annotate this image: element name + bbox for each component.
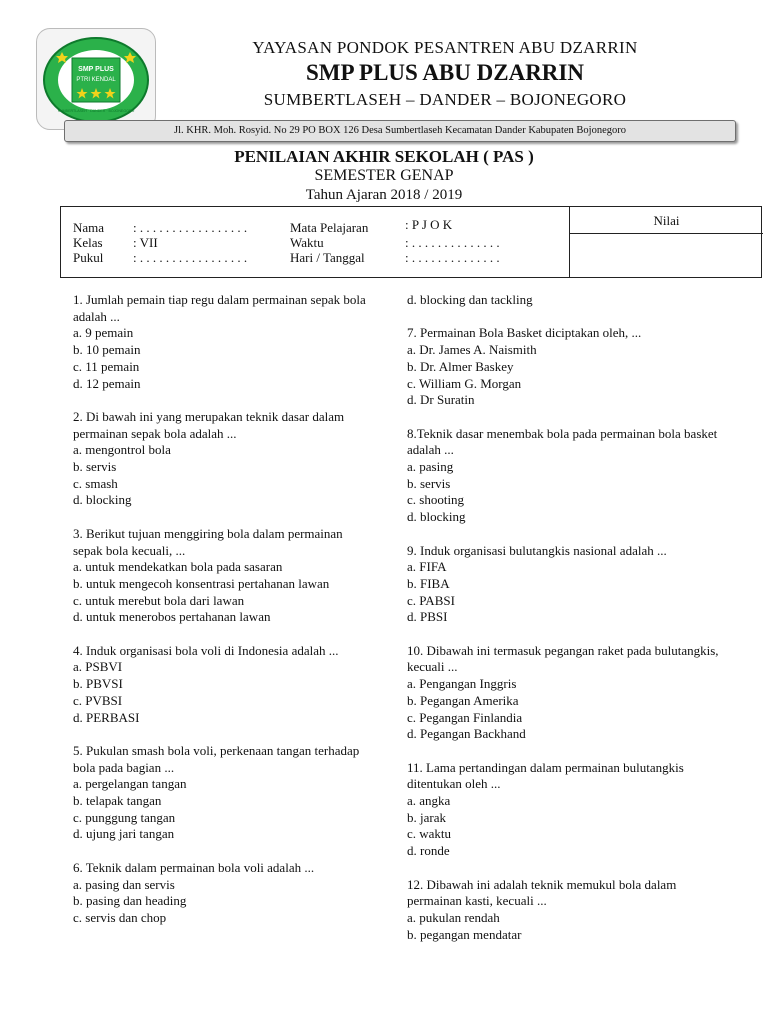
kelas-label: Kelas	[73, 235, 103, 250]
answer-option[interactable]: b. PBVSI	[73, 676, 123, 692]
answer-option[interactable]: a. 9 pemain	[73, 325, 134, 341]
answer-option[interactable]: b. telapak tangan	[73, 793, 162, 809]
answer-option[interactable]: b. 10 pemain	[73, 342, 141, 358]
question-item	[407, 543, 727, 627]
answer-option[interactable]: d. ujung jari tangan	[73, 826, 175, 842]
question-text: 5. Pukulan smash bola voli, perkenaan tangan terhadap bola pada bagian ...	[73, 742, 360, 775]
question-item	[73, 292, 373, 392]
answer-option[interactable]: d. untuk menerobos pertahanan lawan	[73, 609, 271, 625]
mapel-field: : P J O K	[405, 217, 453, 232]
exam-year: Tahun Ajaran 2018 / 2019	[305, 187, 463, 203]
answer-option[interactable]: b. untuk mengecoh konsentrasi pertahanan lawan	[73, 575, 330, 591]
answer-option[interactable]: b. pasing dan heading	[73, 893, 187, 909]
answer-option[interactable]: a. Dr. James A. Naismith	[407, 342, 537, 358]
waktu-label: Waktu	[290, 235, 324, 250]
answer-option[interactable]: d. blocking dan tackling	[407, 292, 533, 307]
question-text: 1. Jumlah pemain tiap regu dalam permainan sepak bola adalah ...	[73, 292, 366, 324]
hari-field[interactable]: : . . . . . . . . . . . . . .	[405, 250, 500, 265]
answer-option[interactable]: d. blocking	[73, 492, 132, 508]
question-text: 3. Berikut tujuan menggiring bola dalam permainan sepak bola kecuali, ...	[73, 525, 343, 558]
nilai-field[interactable]	[570, 234, 763, 277]
logo-bottom-text: SUMBERTLASEH · DANDER · BOJONEGORO	[57, 109, 135, 113]
answer-option[interactable]: c. untuk merebut bola dari lawan	[73, 592, 245, 608]
school-logo	[42, 36, 150, 124]
question-text: 9. Induk organisasi bulutangkis nasional adalah ...	[407, 542, 667, 558]
question-text: 4. Induk organisasi bola voli di Indonesia adalah ...	[73, 642, 339, 658]
question-text: 12. Dibawah ini adalah teknik memukul bola dalam permainan kasti, kecuali ...	[407, 876, 677, 909]
answer-option[interactable]: b. Dr. Almer Baskey	[407, 358, 514, 374]
school-name: SMP PLUS ABU DZARRIN	[306, 60, 584, 85]
question-item	[407, 292, 727, 309]
question-text: 8.Teknik dasar menembak bola pada permainan bola basket adalah ...	[407, 425, 718, 458]
question-item	[73, 743, 373, 843]
answer-option[interactable]: a. pasing	[407, 459, 454, 474]
answer-option[interactable]: c. William G. Morgan	[407, 375, 522, 391]
exam-semester: SEMESTER GENAP	[314, 167, 454, 184]
question-item	[407, 643, 727, 743]
answer-option[interactable]: d. Dr Suratin	[407, 392, 475, 408]
answer-option[interactable]: c. waktu	[407, 826, 452, 842]
answer-option[interactable]: c. servis dan chop	[73, 909, 167, 925]
foundation-name: YAYASAN PONDOK PESANTREN ABU DZARRIN	[252, 38, 638, 57]
student-info-box	[60, 206, 762, 278]
answer-option[interactable]: d. ronde	[407, 843, 450, 859]
question-text: 10. Dibawah ini termasuk pegangan raket pada bulutangkis, kecuali ...	[407, 642, 719, 675]
answer-option[interactable]: d. blocking	[407, 509, 466, 525]
question-item	[73, 860, 373, 927]
question-item	[73, 526, 373, 626]
answer-option[interactable]: b. servis	[73, 459, 117, 475]
question-item	[73, 409, 373, 509]
answer-option[interactable]: c. PVBSI	[73, 692, 123, 708]
questions-left-column	[73, 292, 373, 943]
nilai-label: Nilai	[570, 207, 763, 234]
logo-top-text: SMP PLUS	[78, 66, 114, 73]
answer-option[interactable]: b. jarak	[407, 809, 446, 825]
answer-option[interactable]: a. pergelangan tangan	[73, 776, 187, 792]
exam-title: PENILAIAN AKHIR SEKOLAH ( PAS )	[234, 147, 534, 166]
kelas-field: : VII	[133, 235, 158, 250]
question-item	[407, 426, 727, 526]
answer-option[interactable]: a. untuk mendekatkan bola pada sasaran	[73, 559, 283, 575]
nilai-column	[569, 207, 763, 277]
answer-option[interactable]: c. 11 pemain	[73, 358, 140, 374]
answer-option[interactable]: c. PABSI	[407, 592, 455, 608]
question-item	[407, 760, 727, 860]
answer-option[interactable]: c. smash	[73, 475, 118, 491]
questions-right-column	[407, 292, 727, 960]
pukul-field[interactable]: : . . . . . . . . . . . . . . . . .	[133, 250, 248, 265]
answer-option[interactable]: c. punggung tangan	[73, 809, 176, 825]
answer-option[interactable]: d. PBSI	[407, 609, 448, 625]
answer-option[interactable]: a. pasing dan servis	[73, 876, 175, 892]
answer-option[interactable]: b. Pegangan Amerika	[407, 692, 519, 708]
question-text: 11. Lama pertandingan dalam permainan bulutangkis ditentukan oleh ...	[407, 759, 684, 792]
question-text: 6. Teknik dalam permainan bola voli adalah ...	[73, 859, 315, 875]
question-text: 7. Permainan Bola Basket diciptakan oleh, ...	[407, 325, 642, 341]
answer-option[interactable]: d. Pegangan Backhand	[407, 726, 526, 742]
answer-option[interactable]: a. FIFA	[407, 559, 447, 575]
answer-option[interactable]: b. servis	[407, 475, 451, 491]
nama-label: Nama	[73, 220, 105, 235]
answer-option[interactable]: a. pukulan rendah	[407, 909, 500, 925]
logo-mid-text: PTRI KENDAL	[76, 77, 116, 83]
question-item	[407, 877, 727, 944]
answer-option[interactable]: a. mengontrol bola	[73, 442, 171, 458]
answer-option[interactable]: a. angka	[407, 793, 451, 809]
waktu-field[interactable]: : . . . . . . . . . . . . . .	[405, 235, 500, 250]
answer-option[interactable]: d. 12 pemain	[73, 375, 141, 391]
answer-option[interactable]: a. Pengangan Inggris	[407, 676, 517, 692]
answer-option[interactable]: c. shooting	[407, 492, 465, 508]
answer-option[interactable]: b. pegangan mendatar	[407, 926, 522, 942]
hari-label: Hari / Tanggal	[290, 250, 365, 265]
question-item	[407, 325, 727, 409]
nama-field[interactable]: : . . . . . . . . . . . . . . . . .	[133, 220, 248, 235]
answer-option[interactable]: a. PSBVI	[73, 659, 123, 675]
answer-option[interactable]: d. PERBASI	[73, 709, 140, 725]
answer-option[interactable]: b. FIBA	[407, 575, 450, 591]
address-bar: Jl. KHR. Moh. Rosyid. No 29 PO BOX 126 Desa Sumbertlaseh Kecamatan Dander Kabupaten Bojonegoro	[64, 120, 736, 142]
pukul-label: Pukul	[73, 250, 104, 265]
question-text: 2. Di bawah ini yang merupakan teknik dasar dalam permainan sepak bola adalah ...	[73, 408, 345, 441]
mapel-label: Mata Pelajaran	[290, 220, 369, 235]
answer-option[interactable]: c. Pegangan Finlandia	[407, 709, 523, 725]
question-item	[73, 643, 373, 727]
school-location: SUMBERTLASEH – DANDER – BOJONEGORO	[263, 90, 627, 109]
